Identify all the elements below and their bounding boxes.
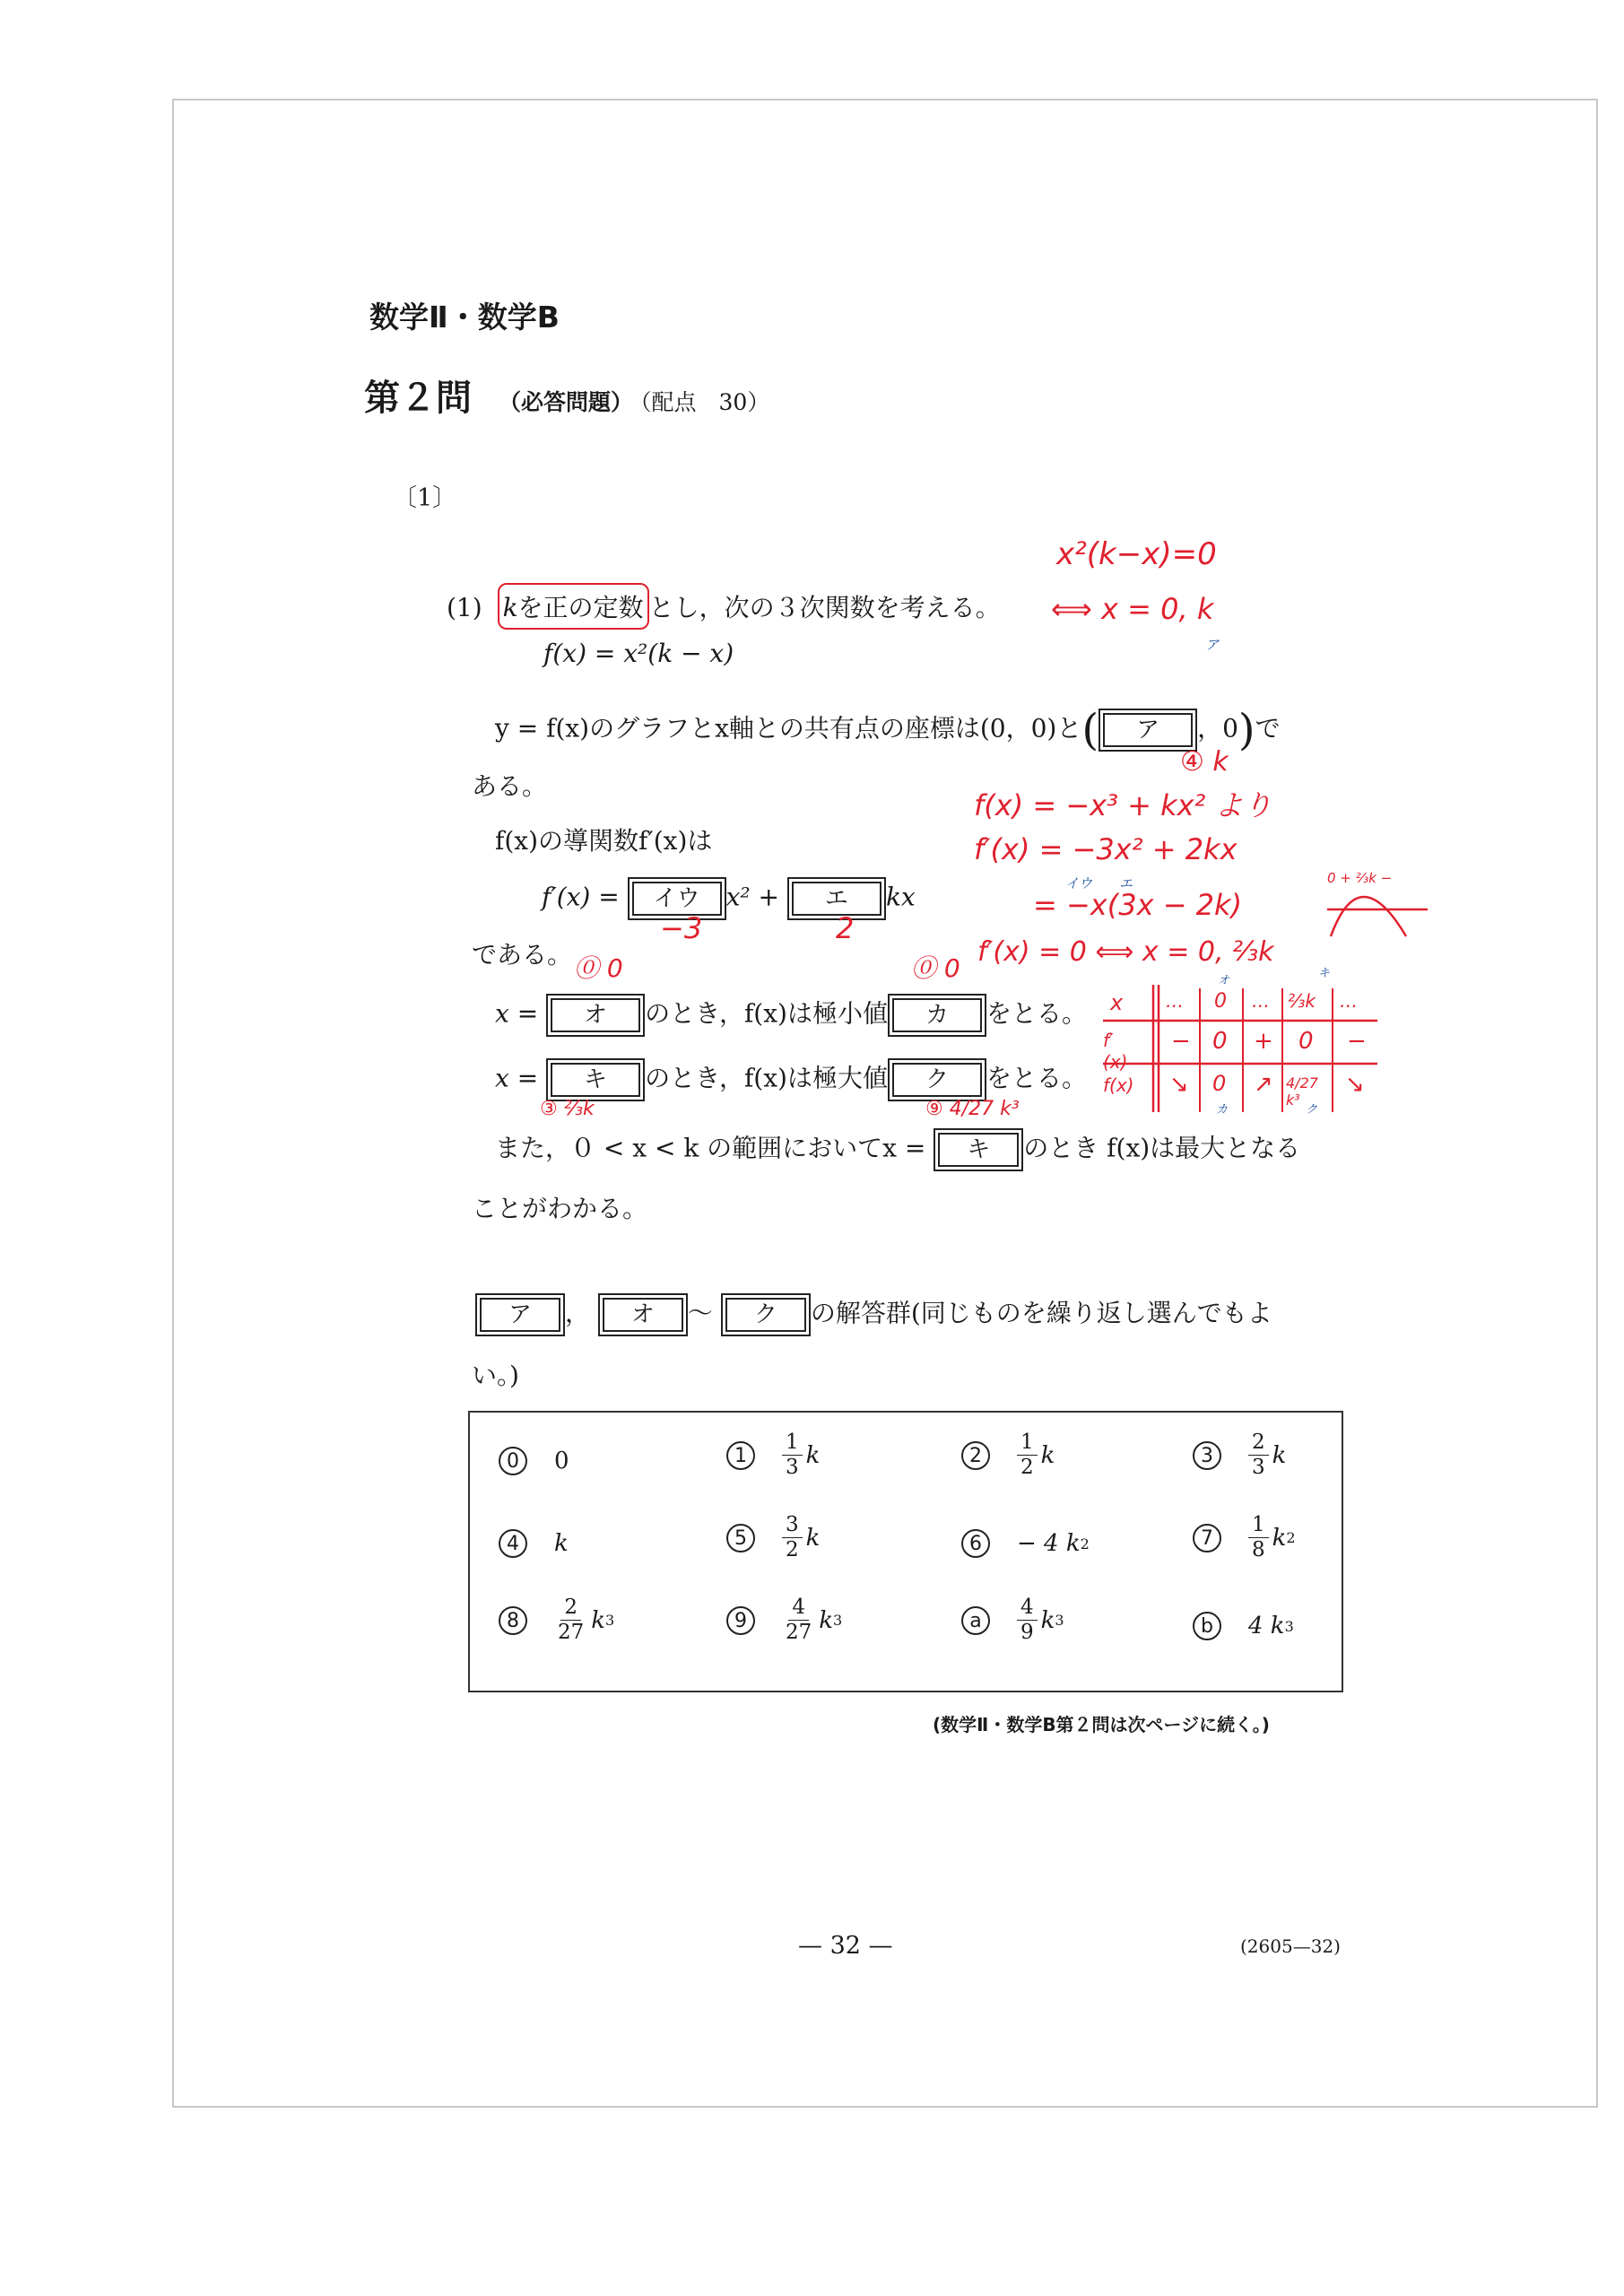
max-line: x = キ のとき，f(x)は極大値 ク をとる。 (495, 1058, 1087, 1101)
choice-1: 1 $\frac{1}{3}$ k (726, 1431, 820, 1480)
hw-eq1: x²(k−x)=0 (1056, 536, 1217, 572)
choice-2: 2 $\frac{1}{2}$ k (961, 1431, 1055, 1480)
choice-box-o: オ (598, 1293, 688, 1336)
range-end: ことがわかる。 (472, 1194, 648, 1223)
choices-end: い。) (472, 1361, 519, 1390)
question-number: 第２問 (364, 378, 472, 419)
hw-sign-sketch: 0 + ⅔k − (1324, 866, 1431, 947)
min-line: x = オ のとき，f(x)は極小値 カ をとる。 (495, 994, 1087, 1037)
choices-intro: ア ， オ 〜 ク の解答群(同じものを繰り返し選んでもよ (475, 1293, 1272, 1336)
range-line: また，０ < x < k の範囲においてx = キ のとき f(x)は最大となる (495, 1128, 1300, 1171)
box-ku: ク (888, 1058, 986, 1101)
hw-ans-ka: ⓪ 0 (911, 953, 960, 983)
question-header (364, 370, 769, 421)
hw-zero: f′(x) = 0 ⟺ x = 0, ⅔k (977, 936, 1274, 968)
function-def: f(x) = x²(k − x) (543, 639, 734, 668)
hw-ans-ku: ⑨ 4/27 k³ (925, 1098, 1020, 1120)
hw-ans-ki: ③ ⅔k (540, 1098, 595, 1120)
question-points: （配点 30） (640, 389, 770, 415)
intersection-line: y = f(x)のグラフとx軸との共有点の座標は(0，0)と( ア ，0)で (495, 705, 1281, 755)
highlight-k-positive: kを正の定数 (498, 583, 649, 630)
box-ki: キ (546, 1058, 645, 1101)
choice-6: 6 − 4 k 2 (961, 1529, 1090, 1558)
hw-eq2: ⟺ x = 0, k (1051, 592, 1214, 626)
box-e: エ (787, 877, 886, 920)
answer-choices (468, 1411, 1343, 1692)
page-code: (2605—32) (1240, 1935, 1341, 1957)
choice-7: 7 $\frac{1}{8}$ k 2 (1193, 1513, 1296, 1562)
subject-title: 数学Ⅱ・数学B (369, 300, 560, 335)
hw-ans-a: ④ k (1180, 746, 1229, 778)
hw-ans-o: ⓪ 0 (574, 953, 623, 983)
hw-ans-e: 2 (836, 911, 855, 945)
hw-diff: f′(x) = −3x² + 2kx (974, 832, 1238, 866)
box-o: オ (546, 994, 645, 1037)
item-label: (1) (447, 593, 482, 622)
line-dearu: である。 (472, 940, 573, 970)
page-number: — 32 — (798, 1932, 893, 1960)
choice-4: 4 k (499, 1529, 569, 1558)
choice-box-a: ア (475, 1293, 565, 1336)
choice-a: a $\frac{4}{9}$ k 3 (961, 1596, 1064, 1645)
choice-8: 8 $\frac{2}{27}$ k 3 (499, 1596, 614, 1645)
problem-intro: (1) kを正の定数 とし，次の３次関数を考える。 (447, 583, 1001, 630)
derivative-formula: f′(x) = イウ x² + エ kx (542, 877, 916, 920)
box-ki-2: キ (934, 1128, 1023, 1171)
section-label: 〔1〕 (393, 484, 457, 512)
line-aru: ある。 (472, 771, 548, 801)
hw-ans-iu: −3 (660, 911, 703, 945)
choice-3: 3 $\frac{2}{3}$ k (1193, 1431, 1286, 1480)
hw-factor: = −x(3x − 2k) (1033, 888, 1243, 922)
hw-expand: f(x) = −x³ + kx² より (974, 788, 1272, 822)
hw-eq2-label: ア (1205, 637, 1220, 653)
hw-diff-labels: イウ エ (1065, 875, 1133, 891)
choice-0: 0 0 (499, 1447, 569, 1475)
choice-5: 5 $\frac{3}{2}$ k (726, 1513, 820, 1562)
choice-b: b 4 k 3 (1193, 1612, 1294, 1640)
choice-box-ku: ク (721, 1293, 811, 1336)
choice-9: 9 $\frac{4}{27}$ k 3 (726, 1596, 842, 1645)
box-ka: カ (888, 994, 986, 1037)
derivative-intro: f(x)の導関数f′(x)は (495, 826, 713, 856)
continued-note: (数学Ⅱ・数学B第２問は次ページに続く。) (933, 1714, 1270, 1735)
question-type: （必答問題） (499, 389, 634, 415)
box-iu: イウ (628, 877, 726, 920)
box-a: ア (1099, 709, 1197, 752)
